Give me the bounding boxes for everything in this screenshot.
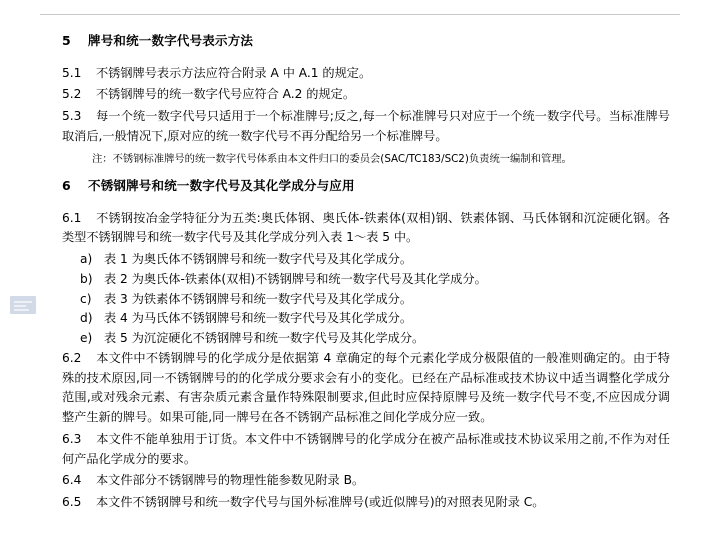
section-number: 5 (62, 33, 71, 48)
clause-number: 6.1 (62, 210, 82, 225)
clause-number: 6.3 (62, 431, 82, 446)
clause-number: 5.2 (62, 87, 82, 102)
clause-number: 6.4 (62, 473, 82, 488)
list-marker: e) (80, 331, 93, 346)
list-item-text: 表 1 为奥氏体不锈钢牌号和统一数字代号及其化学成分。 (104, 252, 413, 267)
clause-number: 6.2 (62, 350, 82, 365)
list-item-text: 表 3 为铁素体不锈钢牌号和统一数字代号及其化学成分。 (104, 291, 413, 306)
clause-note: 注：不锈钢标准牌号的统一数字代号体系由本文件归口的委员会(SAC/TC183/SC2)负责统一编制和管理。 (92, 152, 572, 165)
list-item (62, 329, 670, 349)
clause-group-5 (62, 64, 670, 147)
clause-text: 不锈钢按冶金学特征分为五类:奥氏体钢、奥氏体-铁素体(双相)钢、铁素体钢、马氏体钢和沉淀硬化钢。各类型不锈钢牌号和统一数字代号及其化学成分列入表 1～表 5 中。 (62, 210, 670, 245)
clause-text: 本文件部分不锈钢牌号的物理性能参数见附录 B。 (96, 473, 365, 488)
clause-text: 不锈钢牌号表示方法应符合附录 A 中 A.1 的规定。 (96, 65, 372, 80)
section-heading-6 (62, 177, 670, 195)
clause-5-1 (62, 64, 670, 84)
clause-group-6 (62, 209, 670, 513)
clause-number: 5.3 (62, 109, 82, 124)
list-item-text: 表 5 为沉淀硬化不锈钢牌号和统一数字代号及其化学成分。 (104, 331, 425, 346)
section-title: 牌号和统一数字代号表示方法 (88, 33, 254, 48)
clause-5-3 (62, 107, 670, 147)
clause-6-4 (62, 471, 670, 491)
clause-5-2 (62, 85, 670, 105)
clause-number: 5.1 (62, 65, 82, 80)
list-marker: c) (80, 291, 92, 306)
clause-6-3 (62, 430, 670, 470)
table-reference-list (62, 250, 670, 349)
list-item (62, 270, 670, 290)
section-title: 不锈钢牌号和统一数字代号及其化学成分与应用 (88, 178, 355, 193)
clause-6-5 (62, 493, 670, 513)
list-marker: b) (80, 271, 93, 286)
list-item-text: 表 4 为马氏体不锈钢牌号和统一数字代号及其化学成分。 (104, 311, 413, 326)
clause-number: 6.5 (62, 495, 82, 510)
list-marker: d) (80, 311, 93, 326)
clause-text: 每一个统一数字代号只适用于一个标准牌号;反之,每一个标准牌号只对应于一个统一数字代号。当标准牌号取消后,一般情况下,原对应的统一数字代号不再分配给另一个标准牌号。 (62, 109, 670, 143)
watermark-stamp (10, 296, 36, 314)
list-item (62, 290, 670, 310)
section-number: 6 (62, 178, 71, 193)
header-divider (40, 14, 680, 15)
clause-text: 本文件不锈钢牌号和统一数字代号与国外标准牌号(或近似牌号)的对照表见附录 C。 (96, 495, 545, 510)
list-item-text: 表 2 为奥氏体-铁素体(双相)不锈钢牌号和统一数字代号及其化学成分。 (104, 271, 487, 286)
list-item (62, 250, 670, 270)
section-heading-5 (62, 32, 670, 50)
list-item (62, 309, 670, 329)
list-marker: a) (80, 252, 93, 267)
clause-6-1 (62, 209, 670, 249)
clause-6-2 (62, 349, 670, 428)
clause-text: 本文件不能单独用于订货。本文件中不锈钢牌号的化学成分在被产品标准或技术协议采用之前,不作为对任何产品化学成分的要求。 (62, 431, 670, 466)
clause-text: 不锈钢牌号的统一数字代号应符合 A.2 的规定。 (96, 87, 356, 102)
clause-text: 本文件中不锈钢牌号的化学成分是依据第 4 章确定的每个元素化学成分极限值的一般准则确定的。由于特殊的技术原因,同一不锈钢牌号的的化学成分要求会有小的变化。已经在产品标准或技术协议中适当调整化学成分范围,或对残余元素、有害杂质元素含量作特殊限制要求,但此时应保持原牌号及统一数字代号不变,不应因成分调整产生新的牌号。如果可能,同一牌号在各不锈钢产品标准之间化学成分应一致。 (62, 350, 670, 425)
